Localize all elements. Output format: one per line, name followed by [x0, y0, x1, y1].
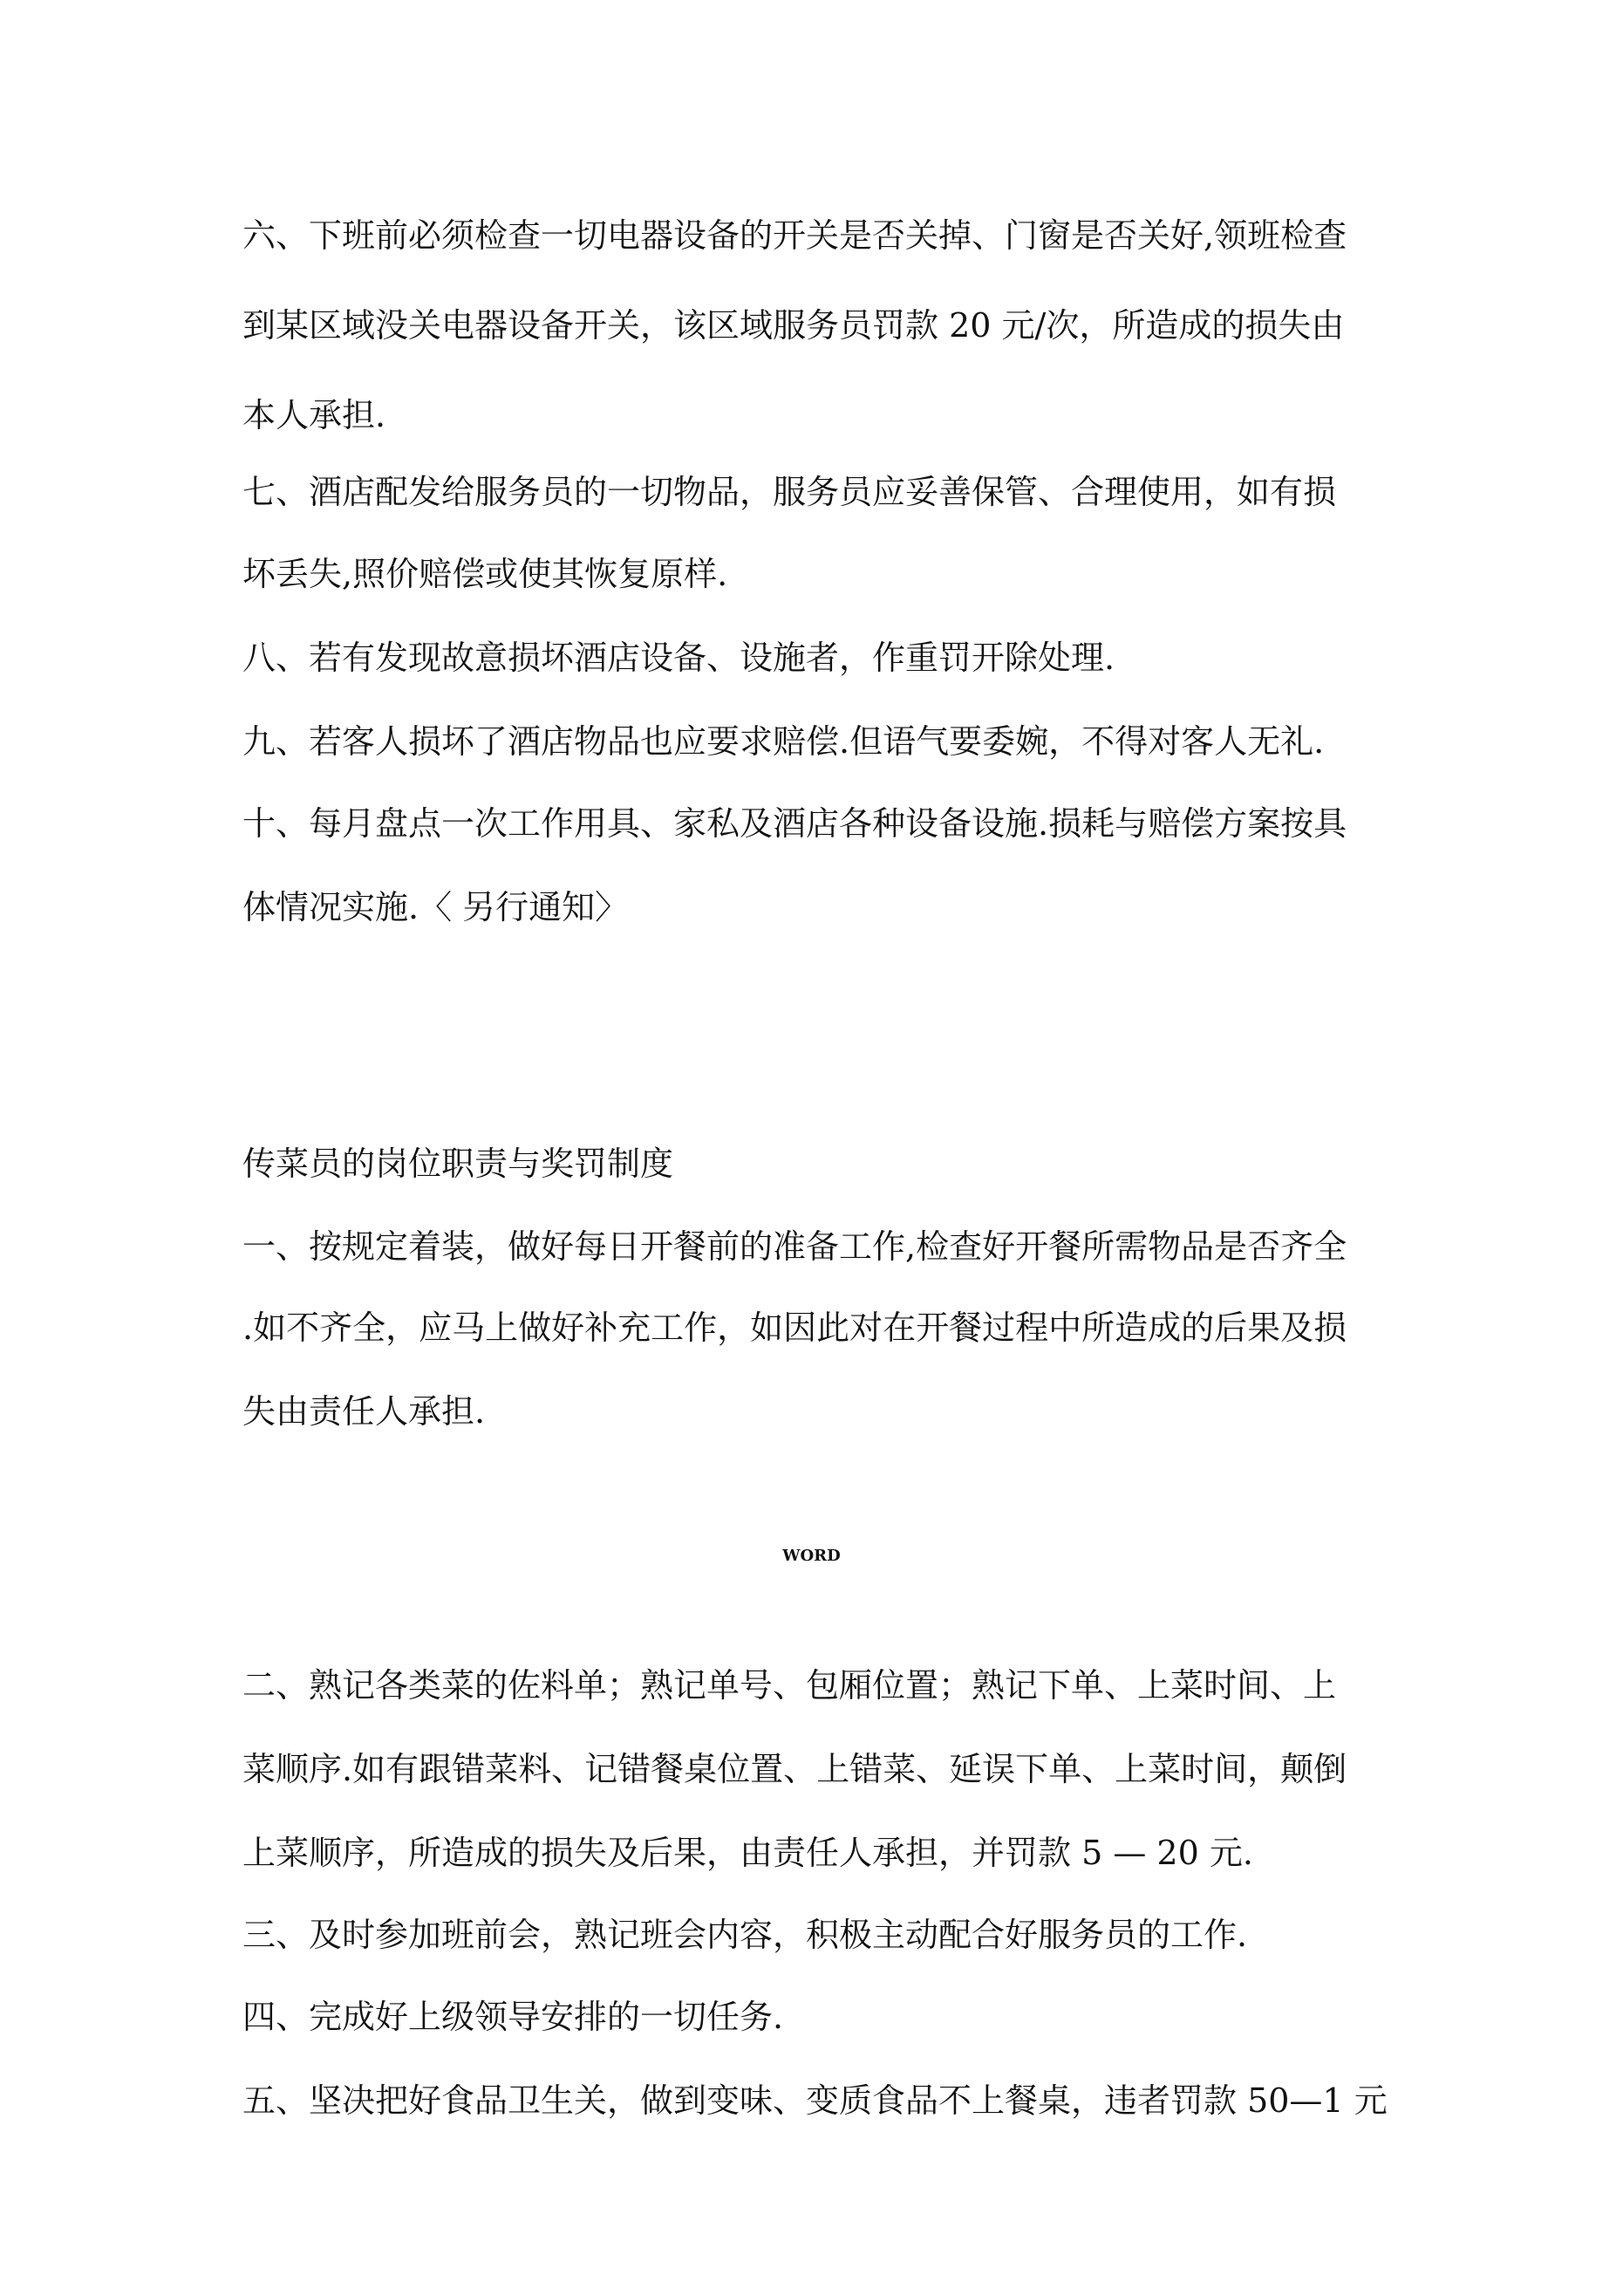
- paragraph-7-line-2: 坏丢失,照价赔偿或使其恢复原样.: [242, 555, 728, 593]
- paragraph-6-line-1: 六、下班前必须检查一切电器设备的开关是否关掉、门窗是否关好,领班检查: [242, 216, 1347, 255]
- paragraph-7-line-1: 七、酒店配发给服务员的一切物品，服务员应妥善保管、合理使用，如有损: [242, 473, 1337, 511]
- paragraph-6-line-2: 到某区域没关电器设备开关，该区域服务员罚款 20 元/次，所造成的损失由: [242, 306, 1345, 345]
- item-5-line-1: 五、坚决把好食品卫生关，做到变味、变质食品不上餐桌，违者罚款 50—1 元: [242, 2081, 1388, 2120]
- paragraph-8-line-1: 八、若有发现故意损坏酒店设备、设施者，作重罚开除处理.: [242, 639, 1115, 677]
- item-4-line-1: 四、完成好上级领导安排的一切任务.: [242, 1998, 784, 2036]
- item-1-line-2: .如不齐全，应马上做好补充工作，如因此对在开餐过程中所造成的后果及损: [242, 1309, 1347, 1347]
- item-1-line-3: 失由责任人承担.: [242, 1392, 486, 1431]
- paragraph-9-line-1: 九、若客人损坏了酒店物品也应要求赔偿.但语气要委婉，不得对客人无礼.: [242, 722, 1325, 761]
- paragraph-10-line-2: 体情况实施.〈 另行通知〉: [242, 888, 629, 926]
- page-footer-label: WORD: [782, 1547, 841, 1565]
- paragraph-10-line-1: 十、每月盘点一次工作用具、家私及酒店各种设备设施.损耗与赔偿方案按具: [242, 804, 1347, 843]
- section-title: 传菜员的岗位职责与奖罚制度: [242, 1145, 674, 1183]
- paragraph-6-line-3: 本人承担.: [242, 396, 386, 434]
- item-3-line-1: 三、及时参加班前会，熟记班会内容，积极主动配合好服务员的工作.: [242, 1916, 1248, 1954]
- item-2-line-2: 菜顺序.如有跟错菜料、记错餐桌位置、上错菜、延误下单、上菜时间，颠倒: [242, 1750, 1347, 1788]
- item-2-line-1: 二、熟记各类菜的佐料单；熟记单号、包厢位置；熟记下单、上菜时间、上: [242, 1666, 1337, 1705]
- item-2-line-3: 上菜顺序，所造成的损失及后果，由责任人承担，并罚款 5 — 20 元.: [242, 1834, 1253, 1872]
- item-1-line-1: 一、按规定着装，做好每日开餐前的准备工作,检查好开餐所需物品是否齐全: [242, 1227, 1347, 1266]
